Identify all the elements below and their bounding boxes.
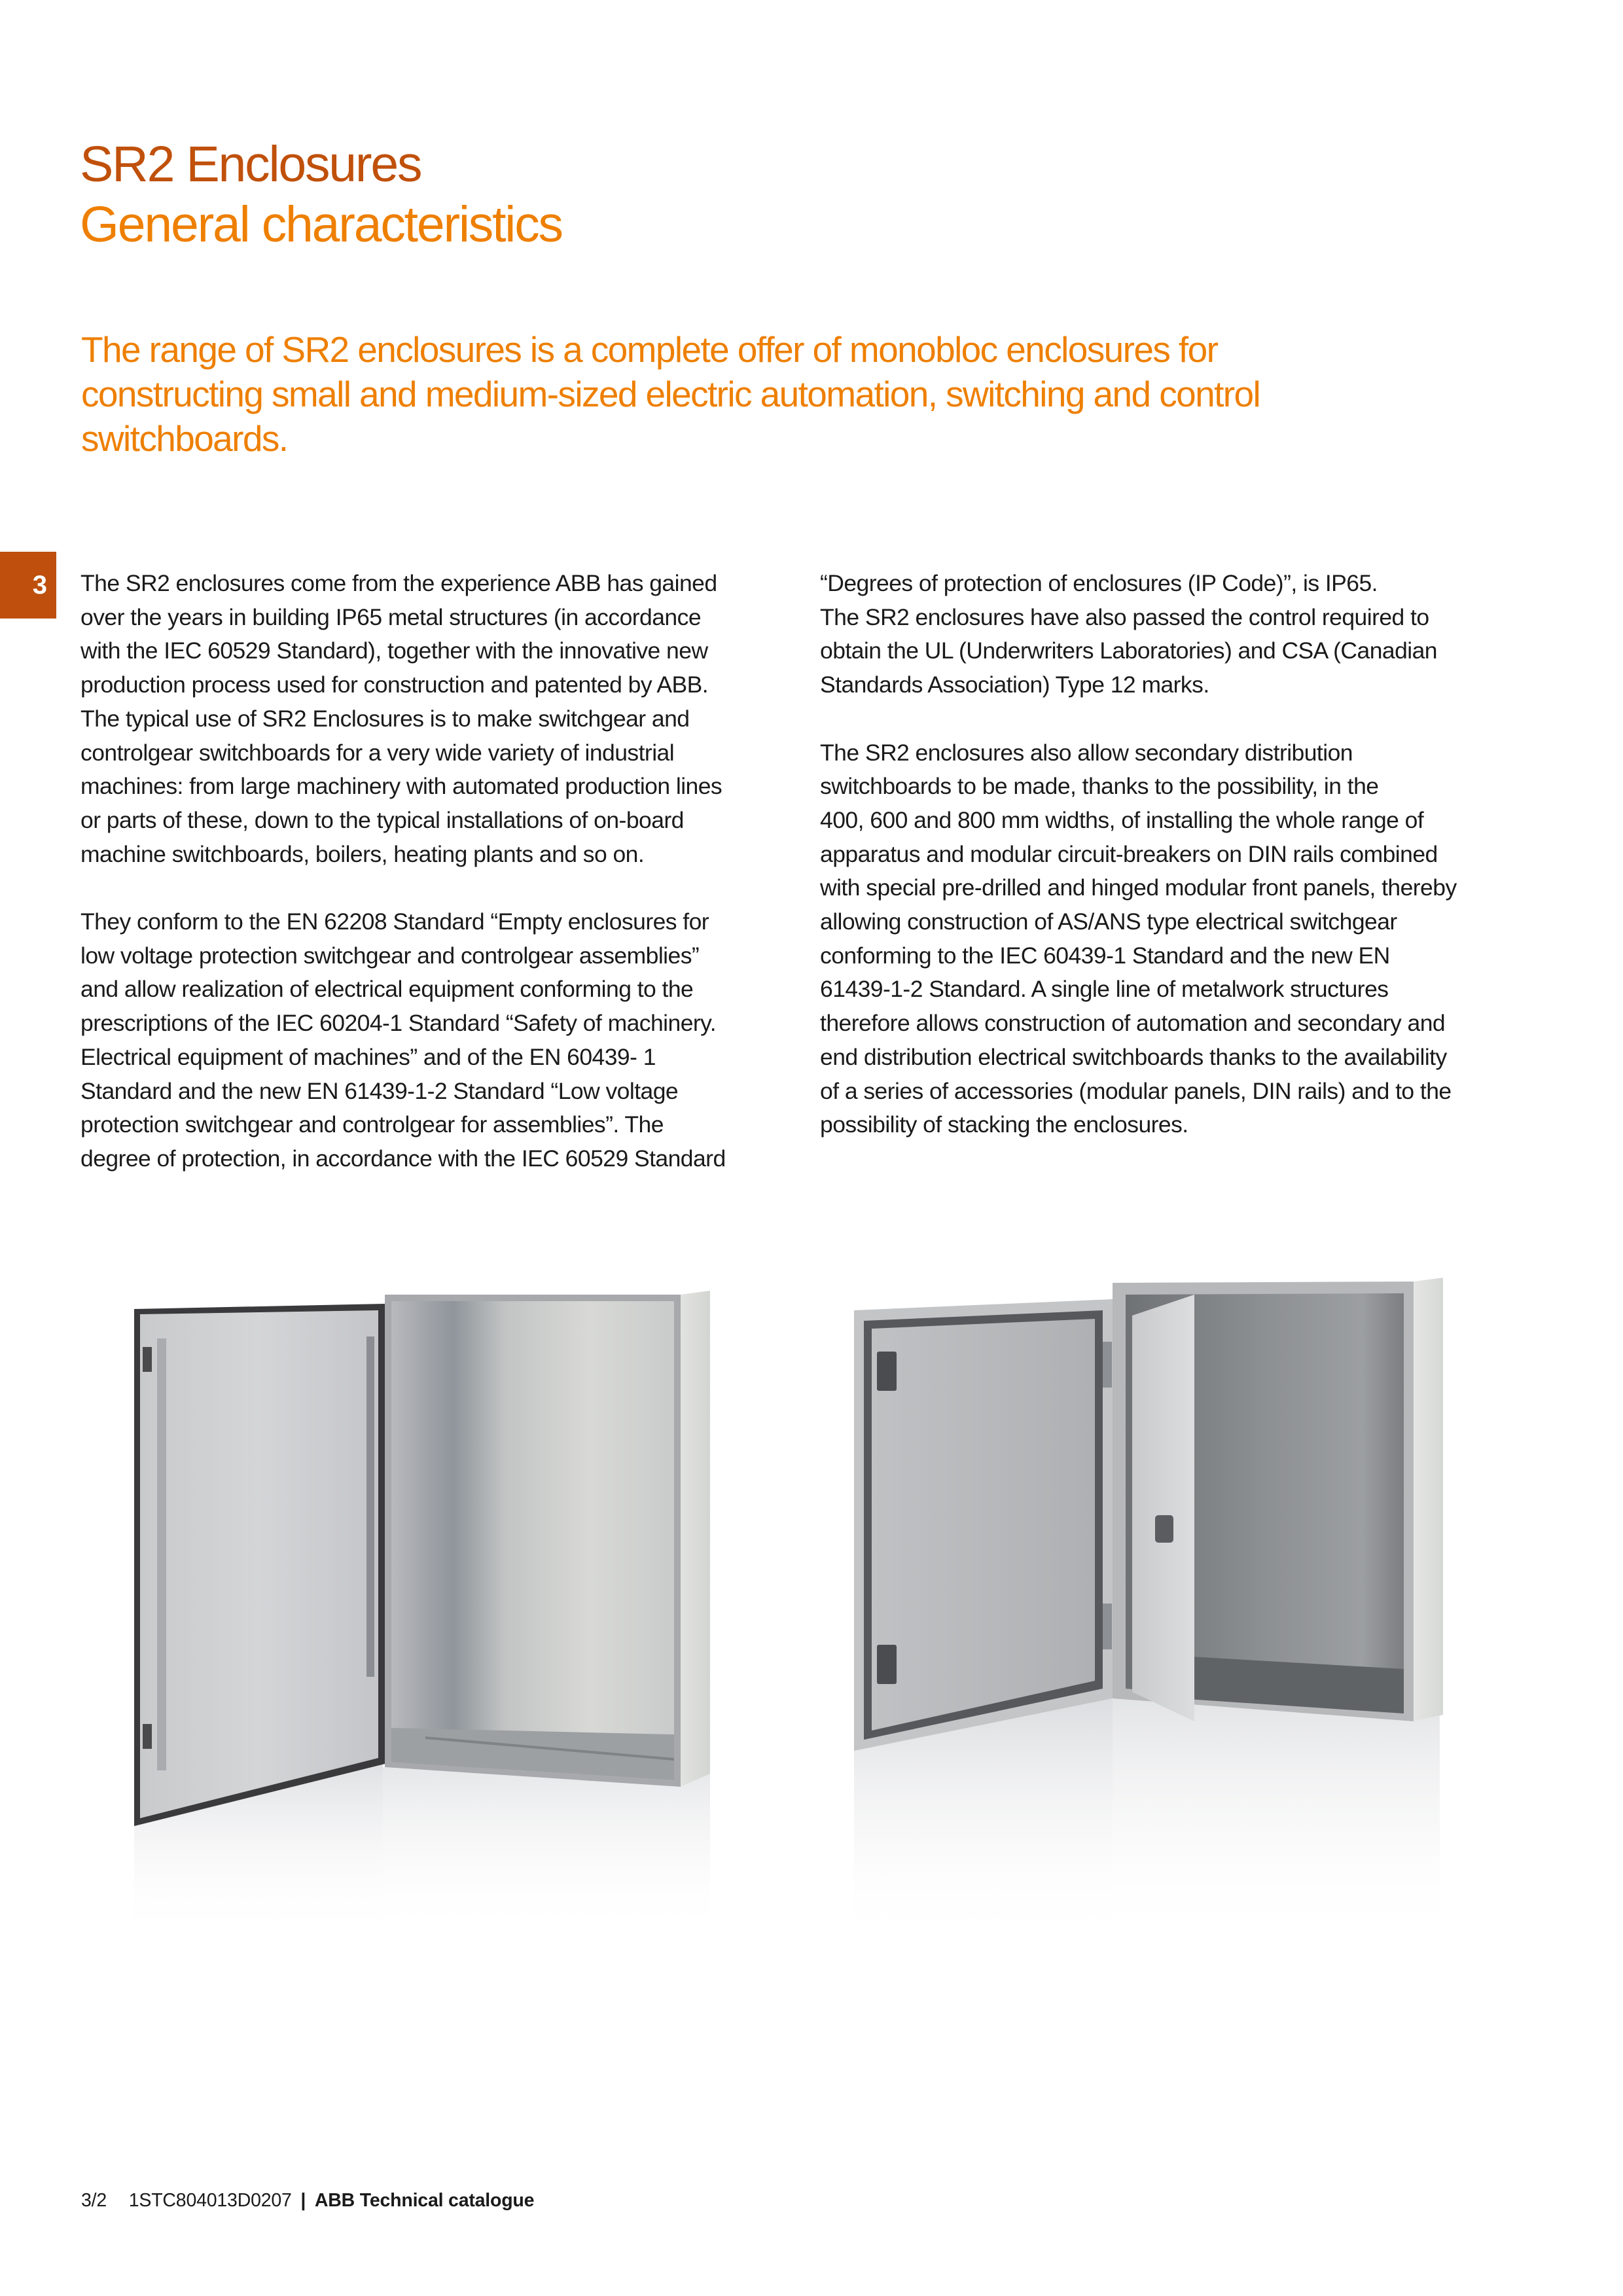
page-footer <box>81 2190 534 2212</box>
door-din-rail-left <box>157 1338 166 1770</box>
text-line: 61439-1-2 Standard. A single line of metalwork structures <box>820 976 1389 1003</box>
door-hinge-bottom <box>1103 1604 1112 1649</box>
text-line: Standard and the new EN 61439-1-2 Standard “Low voltage <box>80 1077 679 1104</box>
door-hinge-bottom <box>143 1724 152 1749</box>
door-din-rail-right <box>366 1336 374 1677</box>
document-code: 1STC804013D0207 <box>128 2190 292 2211</box>
footer-separator: | <box>300 2190 306 2211</box>
text-line: production process used for construction and patented by ABB. <box>80 672 709 698</box>
text-line: Standards Association) Type 12 marks. <box>820 672 1209 698</box>
floor-reflection <box>854 1698 1440 1944</box>
enclosure-inner-door <box>1132 1295 1194 1721</box>
page-number: 3/2 <box>81 2190 107 2211</box>
text-line: and allow realization of electrical equipment conforming to the <box>80 976 694 1003</box>
page-subtitle: General characteristics <box>80 196 562 253</box>
text-line: end distribution electrical switchboards thanks to the availability <box>820 1043 1447 1070</box>
catalogue-name: ABB Technical catalogue <box>314 2190 535 2211</box>
text-line: switchboards to be made, thanks to the possibility, in the <box>820 773 1379 800</box>
body-column-left <box>80 567 807 1176</box>
enclosure-cabinet <box>385 1291 710 1787</box>
text-line: degree of protection, in accordance with the IEC 60529 Standard <box>80 1145 726 1172</box>
text-line: of a series of accessories (modular panels, DIN rails) and to the <box>820 1077 1452 1104</box>
intro-line: constructing small and medium-sized electric automation, switching and control <box>81 374 1260 414</box>
text-line: machines: from large machinery with automated production lines <box>80 773 722 800</box>
text-line: 400, 600 and 800 mm widths, of installing the whole range of <box>820 806 1424 833</box>
text-line: obtain the UL (Underwriters Laboratories) and CSA (Canadian <box>820 637 1438 664</box>
enclosure-door <box>134 1304 385 1826</box>
page-title: SR2 Enclosures <box>80 136 421 192</box>
text-line: The typical use of SR2 Enclosures is to make switchgear and <box>80 705 690 732</box>
text-line: Electrical equipment of machines” and of the EN 60439- 1 <box>80 1043 656 1070</box>
text-line: The SR2 enclosures come from the experience ABB has gained <box>80 570 717 596</box>
text-line: therefore allows construction of automation and secondary and <box>820 1010 1446 1037</box>
text-line: or parts of these, down to the typical installations of on-board <box>80 806 684 833</box>
text-line: They conform to the EN 62208 Standard “Empty enclosures for <box>80 908 709 935</box>
text-line: controlgear switchboards for a very wide variety of industrial <box>80 739 675 766</box>
text-line: over the years in building IP65 metal structures (in accordance <box>80 603 702 630</box>
door-hinge-top <box>1103 1342 1112 1388</box>
text-line: with the IEC 60529 Standard), together with the innovative new <box>80 637 708 664</box>
paragraph-gap <box>820 702 1540 736</box>
text-line: conforming to the IEC 60439-1 Standard and the new EN <box>820 942 1390 969</box>
text-line: apparatus and modular circuit-breakers on DIN rails combined <box>820 840 1438 867</box>
intro-line: switchboards. <box>81 418 288 459</box>
text-line: with special pre-drilled and hinged modular front panels, thereby <box>820 874 1457 901</box>
paragraph-gap <box>80 871 807 905</box>
chapter-number: 3 <box>32 570 47 600</box>
door-lock-bottom <box>877 1645 897 1684</box>
intro-paragraph <box>81 327 1508 461</box>
text-line: low voltage protection switchgear and controlgear assemblies” <box>80 942 700 969</box>
paragraph <box>820 736 1540 1142</box>
chapter-tab <box>0 552 56 619</box>
enclosure-photo-inner-door <box>838 1263 1466 1977</box>
text-line: protection switchgear and controlgear for assemblies”. The <box>80 1111 664 1138</box>
paragraph <box>80 905 807 1176</box>
enclosure-photo-open-door <box>118 1276 740 1970</box>
door-lock-top <box>877 1352 897 1391</box>
body-column-right <box>820 567 1540 1142</box>
paragraph <box>80 567 807 871</box>
text-line: The SR2 enclosures have also passed the control required to <box>820 603 1429 630</box>
text-line: possibility of stacking the enclosures. <box>820 1111 1188 1138</box>
inner-door-lock <box>1155 1515 1173 1543</box>
intro-line: The range of SR2 enclosures is a complete offer of monobloc enclosures for <box>81 329 1218 370</box>
enclosure-door <box>854 1299 1113 1751</box>
text-line: allowing construction of AS/ANS type electrical switchgear <box>820 908 1397 935</box>
text-line: prescriptions of the IEC 60204-1 Standard “Safety of machinery. <box>80 1010 717 1037</box>
paragraph <box>820 567 1540 702</box>
text-line: The SR2 enclosures also allow secondary distribution <box>820 739 1353 766</box>
text-line: “Degrees of protection of enclosures (IP Code)”, is IP65. <box>820 570 1378 596</box>
door-hinge-top <box>143 1347 152 1372</box>
text-line: machine switchboards, boilers, heating plants and so on. <box>80 840 645 867</box>
